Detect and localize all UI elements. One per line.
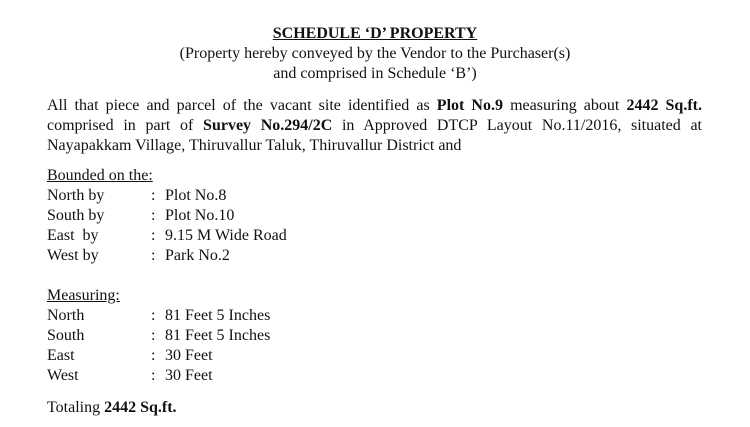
measurement-row (47, 306, 270, 326)
boundary-row (47, 206, 287, 226)
measurement-side: East (47, 347, 75, 364)
boundary-value: 9.15 M Wide Road (165, 227, 287, 244)
description-text-1: All that piece and parcel of the vacant site identified as (47, 97, 437, 114)
measurement-row (47, 326, 270, 346)
boundaries-section (47, 166, 287, 266)
boundary-colon: : (151, 207, 156, 224)
plot-area: 2442 Sq.ft. (626, 97, 702, 114)
total-value: 2442 Sq.ft. (104, 399, 177, 416)
measurement-value: 81 Feet 5 Inches (165, 307, 271, 324)
survey-number: Survey No.294/2C (203, 117, 333, 134)
boundary-row (47, 246, 287, 266)
property-description (47, 96, 702, 156)
schedule-subtitle-line-1: (Property hereby conveyed by the Vendor to the Purchaser(s) (179, 45, 571, 62)
measurement-colon: : (151, 327, 156, 344)
measurement-colon: : (151, 367, 156, 384)
measurement-side: North (47, 307, 85, 324)
measurement-side: West (47, 367, 79, 384)
total-area (47, 398, 177, 418)
total-label: Totaling (47, 399, 105, 416)
description-text-3: comprised in part of (47, 117, 204, 134)
measurement-colon: : (151, 347, 156, 364)
schedule-subtitle-line-2: and comprised in Schedule ‘B’) (273, 65, 477, 82)
boundary-row (47, 226, 287, 246)
boundary-value: Park No.2 (165, 247, 230, 264)
boundary-row (47, 186, 287, 206)
measurements-section (47, 286, 270, 386)
boundary-value: Plot No.10 (165, 207, 235, 224)
measurement-row (47, 346, 270, 366)
schedule-header (0, 24, 750, 84)
measurement-side: South (47, 327, 85, 344)
boundaries-heading: Bounded on the: (47, 167, 153, 184)
boundary-colon: : (151, 227, 156, 244)
boundary-direction: West by (47, 247, 99, 264)
measurement-value: 81 Feet 5 Inches (165, 327, 271, 344)
measurement-row (47, 366, 270, 386)
boundary-colon: : (151, 247, 156, 264)
measurement-colon: : (151, 307, 156, 324)
boundary-value: Plot No.8 (165, 187, 227, 204)
boundary-direction: South by (47, 207, 105, 224)
plot-number: Plot No.9 (436, 97, 503, 114)
measurements-heading: Measuring: (47, 287, 120, 304)
measurement-value: 30 Feet (165, 367, 213, 384)
schedule-title: SCHEDULE ‘D’ PROPERTY (272, 25, 478, 42)
description-text-4: in Approved DTCP Layout No.11/2016, situated at Nayapakkam Village, Thiruvallur Taluk, Thiruvallur District and (47, 117, 702, 154)
description-text-2: measuring about (502, 97, 627, 114)
boundary-direction: East by (47, 227, 99, 244)
boundary-colon: : (151, 187, 156, 204)
boundary-direction: North by (47, 187, 105, 204)
measurement-value: 30 Feet (165, 347, 213, 364)
